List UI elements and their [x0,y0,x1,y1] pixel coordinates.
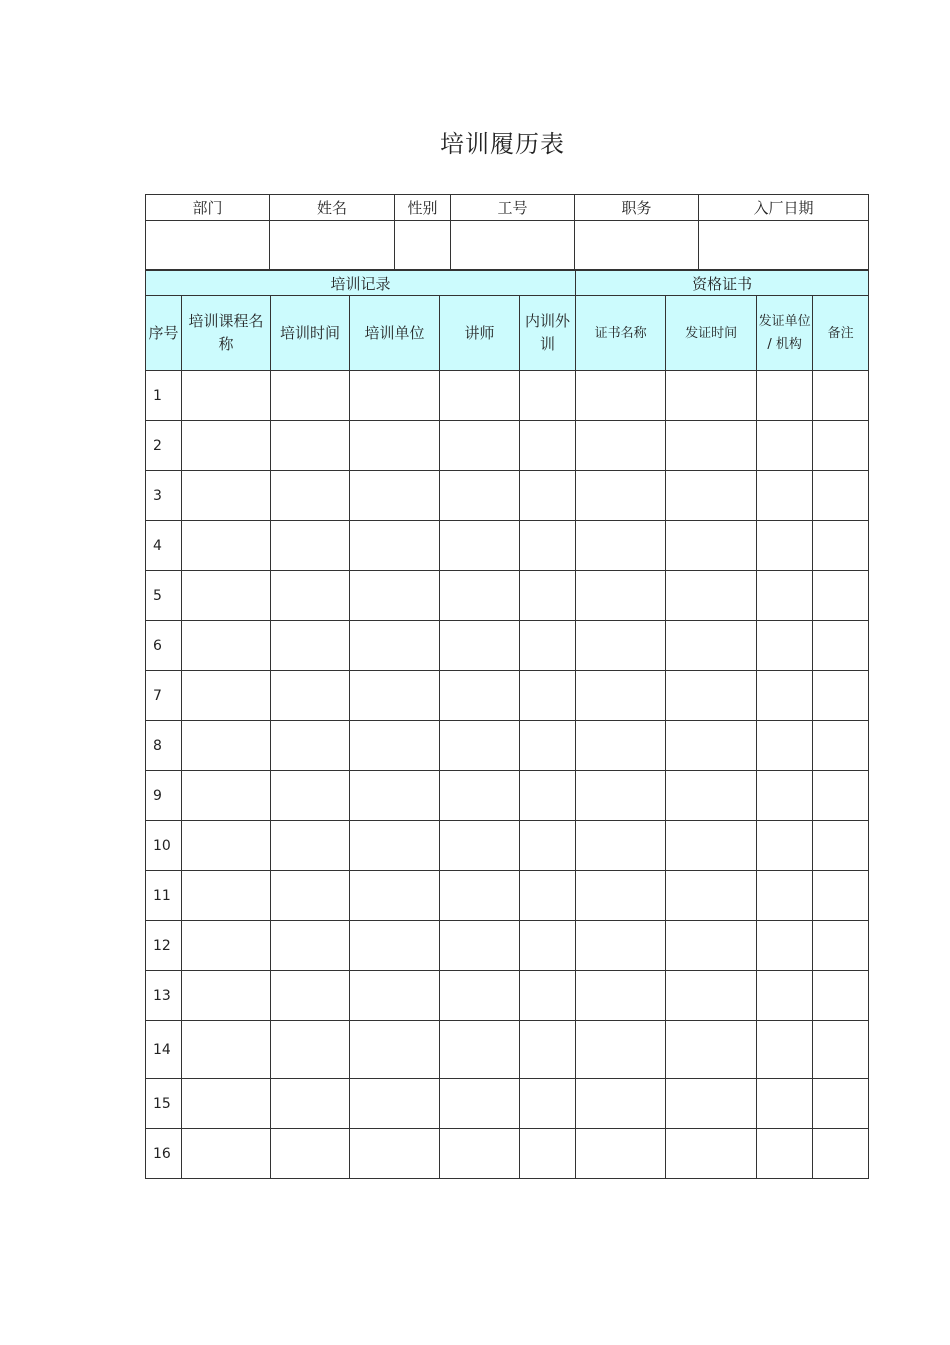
col-header-issue-time: 发证时间 [666,296,757,371]
cell-issuer[interactable] [757,621,813,671]
col-header-seq: 序号 [146,296,182,371]
cell-cert-name[interactable] [576,371,666,421]
cell-type[interactable] [520,371,576,421]
row-seq-number: 14 [146,1021,182,1079]
cell-lecturer[interactable] [440,621,520,671]
cell-issuer[interactable] [757,471,813,521]
cell-unit[interactable] [350,421,440,471]
cell-lecturer[interactable] [440,671,520,721]
cell-time[interactable] [271,571,350,621]
row-seq-number: 9 [146,771,182,821]
training-records-table [145,270,869,1179]
cell-type[interactable] [520,871,576,921]
cell-lecturer[interactable] [440,471,520,521]
cell-remark[interactable] [813,871,869,921]
cell-unit[interactable] [350,871,440,921]
cell-issue-time[interactable] [666,871,757,921]
cell-remark[interactable] [813,971,869,1021]
section-training-records: 培训记录 [146,271,576,296]
row-seq-number: 13 [146,971,182,1021]
info-header-row [146,195,869,221]
cell-remark[interactable] [813,821,869,871]
table-row [146,971,869,1021]
row-seq-number: 15 [146,1079,182,1129]
cell-cert-name[interactable] [576,421,666,471]
info-value-name[interactable] [270,221,395,270]
cell-course[interactable] [182,371,271,421]
cell-time[interactable] [271,421,350,471]
cell-course[interactable] [182,521,271,571]
cell-unit[interactable] [350,1079,440,1129]
cell-issue-time[interactable] [666,521,757,571]
col-header-time: 培训时间 [271,296,350,371]
cell-type[interactable] [520,571,576,621]
row-seq-number: 12 [146,921,182,971]
cell-issuer[interactable] [757,771,813,821]
cell-issue-time[interactable] [666,1021,757,1079]
row-seq-number: 5 [146,571,182,621]
cell-remark[interactable] [813,1079,869,1129]
cell-issuer[interactable] [757,571,813,621]
cell-type[interactable] [520,1021,576,1079]
cell-unit[interactable] [350,771,440,821]
cell-course[interactable] [182,971,271,1021]
cell-issue-time[interactable] [666,1079,757,1129]
cell-issue-time[interactable] [666,721,757,771]
col-header-unit: 培训单位 [350,296,440,371]
cell-lecturer[interactable] [440,821,520,871]
cell-issue-time[interactable] [666,621,757,671]
page-title: 培训履历表 [440,130,565,158]
cell-type[interactable] [520,621,576,671]
cell-type[interactable] [520,471,576,521]
cell-issuer[interactable] [757,521,813,571]
cell-issue-time[interactable] [666,821,757,871]
cell-course[interactable] [182,1129,271,1179]
cell-course[interactable] [182,1021,271,1079]
cell-type[interactable] [520,521,576,571]
info-value-join-date[interactable] [699,221,869,270]
row-seq-number: 1 [146,371,182,421]
cell-type[interactable] [520,971,576,1021]
cell-time[interactable] [271,721,350,771]
row-seq-number: 10 [146,821,182,871]
col-header-cert-name: 证书名称 [576,296,666,371]
cell-type[interactable] [520,421,576,471]
cell-issue-time[interactable] [666,421,757,471]
cell-remark[interactable] [813,1021,869,1079]
cell-cert-name[interactable] [576,1021,666,1079]
cell-issuer[interactable] [757,421,813,471]
cell-cert-name[interactable] [576,1079,666,1129]
cell-issuer[interactable] [757,671,813,721]
section-certificates: 资格证书 [576,271,869,296]
table-row [146,671,869,721]
cell-issue-time[interactable] [666,571,757,621]
cell-issuer[interactable] [757,1021,813,1079]
cell-unit[interactable] [350,1129,440,1179]
cell-course[interactable] [182,571,271,621]
cell-unit[interactable] [350,571,440,621]
cell-course[interactable] [182,471,271,521]
cell-issuer[interactable] [757,721,813,771]
cell-issue-time[interactable] [666,671,757,721]
cell-time[interactable] [271,871,350,921]
cell-time[interactable] [271,471,350,521]
table-row [146,721,869,771]
cell-course[interactable] [182,921,271,971]
cell-cert-name[interactable] [576,571,666,621]
col-header-course: 培训课程名称 [182,296,271,371]
cell-issuer[interactable] [757,871,813,921]
cell-time[interactable] [271,521,350,571]
cell-remark[interactable] [813,421,869,471]
info-header-join-date: 入厂日期 [699,195,869,221]
cell-course[interactable] [182,771,271,821]
cell-issue-time[interactable] [666,1129,757,1179]
table-row [146,1079,869,1129]
cell-lecturer[interactable] [440,371,520,421]
cell-unit[interactable] [350,971,440,1021]
cell-unit[interactable] [350,1021,440,1079]
table-row [146,871,869,921]
cell-course[interactable] [182,721,271,771]
cell-time[interactable] [271,921,350,971]
cell-time[interactable] [271,1129,350,1179]
cell-unit[interactable] [350,721,440,771]
cell-lecturer[interactable] [440,571,520,621]
cell-cert-name[interactable] [576,621,666,671]
cell-cert-name[interactable] [576,1129,666,1179]
table-row [146,821,869,871]
cell-lecturer[interactable] [440,871,520,921]
cell-course[interactable] [182,421,271,471]
cell-cert-name[interactable] [576,471,666,521]
cell-time[interactable] [271,821,350,871]
cell-issue-time[interactable] [666,371,757,421]
cell-issue-time[interactable] [666,471,757,521]
info-header-position: 职务 [575,195,699,221]
info-value-department[interactable] [146,221,270,270]
cell-remark[interactable] [813,771,869,821]
row-seq-number: 11 [146,871,182,921]
cell-lecturer[interactable] [440,771,520,821]
section-header-row [146,271,869,296]
cell-time[interactable] [271,621,350,671]
info-value-gender[interactable] [395,221,451,270]
table-row [146,521,869,571]
cell-course[interactable] [182,821,271,871]
cell-lecturer[interactable] [440,1079,520,1129]
cell-time[interactable] [271,371,350,421]
cell-course[interactable] [182,871,271,921]
table-row [146,471,869,521]
table-row [146,771,869,821]
info-value-employee-id[interactable] [451,221,575,270]
cell-time[interactable] [271,671,350,721]
cell-cert-name[interactable] [576,521,666,571]
cell-unit[interactable] [350,521,440,571]
cell-issue-time[interactable] [666,771,757,821]
table-row [146,1021,869,1079]
info-header-name: 姓名 [270,195,395,221]
cell-cert-name[interactable] [576,871,666,921]
cell-cert-name[interactable] [576,671,666,721]
cell-time[interactable] [271,971,350,1021]
cell-time[interactable] [271,1079,350,1129]
col-header-remark: 备注 [813,296,869,371]
cell-unit[interactable] [350,371,440,421]
info-header-department: 部门 [146,195,270,221]
cell-cert-name[interactable] [576,971,666,1021]
cell-type[interactable] [520,721,576,771]
cell-time[interactable] [271,1021,350,1079]
row-seq-number: 3 [146,471,182,521]
employee-info-table [145,194,869,270]
cell-issuer[interactable] [757,371,813,421]
info-header-gender: 性别 [395,195,451,221]
cell-remark[interactable] [813,721,869,771]
cell-unit[interactable] [350,921,440,971]
cell-cert-name[interactable] [576,921,666,971]
cell-issue-time[interactable] [666,971,757,1021]
cell-lecturer[interactable] [440,521,520,571]
cell-course[interactable] [182,1079,271,1129]
cell-unit[interactable] [350,471,440,521]
cell-lecturer[interactable] [440,421,520,471]
row-seq-number: 8 [146,721,182,771]
cell-cert-name[interactable] [576,771,666,821]
cell-type[interactable] [520,821,576,871]
cell-remark[interactable] [813,921,869,971]
cell-type[interactable] [520,921,576,971]
row-seq-number: 2 [146,421,182,471]
cell-course[interactable] [182,621,271,671]
info-header-employee-id: 工号 [451,195,575,221]
cell-course[interactable] [182,671,271,721]
cell-lecturer[interactable] [440,971,520,1021]
cell-type[interactable] [520,1129,576,1179]
cell-unit[interactable] [350,621,440,671]
cell-cert-name[interactable] [576,721,666,771]
row-seq-number: 4 [146,521,182,571]
cell-remark[interactable] [813,371,869,421]
col-header-lecturer: 讲师 [440,296,520,371]
row-seq-number: 16 [146,1129,182,1179]
info-value-position[interactable] [575,221,699,270]
cell-unit[interactable] [350,821,440,871]
cell-unit[interactable] [350,671,440,721]
row-seq-number: 6 [146,621,182,671]
cell-issuer[interactable] [757,1079,813,1129]
row-seq-number: 7 [146,671,182,721]
table-row [146,571,869,621]
cell-issuer[interactable] [757,921,813,971]
cell-lecturer[interactable] [440,721,520,771]
cell-type[interactable] [520,771,576,821]
table-row [146,1129,869,1179]
cell-remark[interactable] [813,621,869,671]
cell-remark[interactable] [813,521,869,571]
cell-remark[interactable] [813,571,869,621]
cell-remark[interactable] [813,1129,869,1179]
cell-remark[interactable] [813,671,869,721]
table-row [146,621,869,671]
cell-type[interactable] [520,671,576,721]
cell-issuer[interactable] [757,971,813,1021]
cell-issuer[interactable] [757,821,813,871]
cell-lecturer[interactable] [440,1021,520,1079]
cell-issue-time[interactable] [666,921,757,971]
table-row [146,421,869,471]
column-header-row [146,296,869,371]
cell-issuer[interactable] [757,1129,813,1179]
col-header-type: 内训外训 [520,296,576,371]
cell-cert-name[interactable] [576,821,666,871]
info-value-row [146,221,869,270]
table-row [146,921,869,971]
table-row [146,371,869,421]
cell-remark[interactable] [813,471,869,521]
cell-time[interactable] [271,771,350,821]
col-header-issuer: 发证单位 / 机构 [757,296,813,371]
cell-lecturer[interactable] [440,921,520,971]
cell-lecturer[interactable] [440,1129,520,1179]
cell-type[interactable] [520,1079,576,1129]
